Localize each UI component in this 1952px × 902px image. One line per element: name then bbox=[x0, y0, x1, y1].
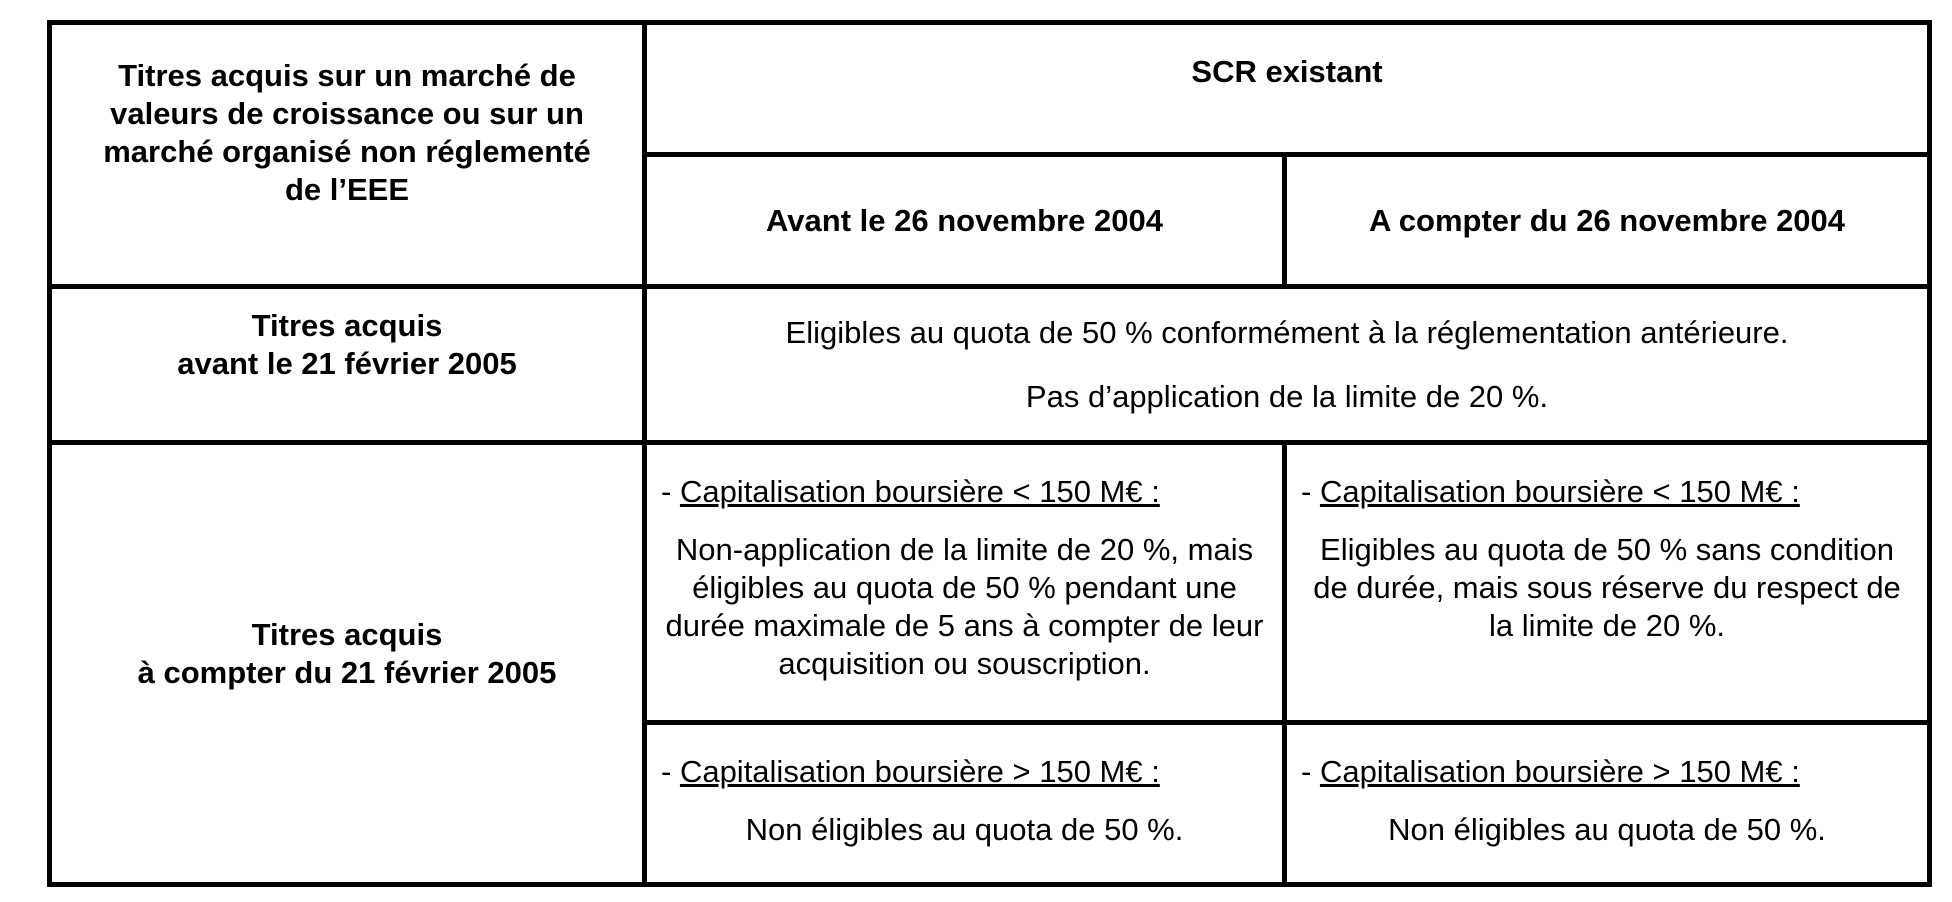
corner-header-cell bbox=[50, 23, 645, 287]
corner-header-label: Titres acquis sur un marché de valeurs de croissance ou sur un marché organisé non réglementé de l’EEE bbox=[103, 57, 591, 207]
scr-existant-header bbox=[645, 23, 1930, 155]
small-cap-after-heading bbox=[1301, 473, 1927, 511]
small-cap-after-cell bbox=[1285, 443, 1930, 723]
col-header-after-label: A compter du 26 novembre 2004 bbox=[1368, 202, 1846, 238]
row-header-line2: avant le 21 février 2005 bbox=[177, 345, 517, 381]
small-cap-after-text: Eligibles au quota de 50 % sans condition de durée, mais sous réserve du respect de la limite de 20 %. bbox=[1313, 532, 1901, 643]
large-cap-after-text: Non éligibles au quota de 50 %. bbox=[1388, 812, 1826, 847]
row1-text-line1: Eligibles au quota de 50 % conformément à la réglementation antérieure. bbox=[785, 314, 1789, 350]
small-cap-heading-text: Capitalisation boursière < 150 M€ : bbox=[1319, 474, 1800, 509]
scr-existant-label: SCR existant bbox=[1191, 54, 1383, 89]
col-header-after bbox=[1285, 155, 1930, 287]
row-header-line1: Titres acquis bbox=[251, 307, 443, 343]
large-cap-heading-text: Capitalisation boursière > 150 M€ : bbox=[1319, 754, 1800, 789]
bullet-dash: - bbox=[1301, 754, 1320, 789]
row1-text-line2: Pas d’application de la limite de 20 %. bbox=[1025, 378, 1549, 414]
row-header-from-2005 bbox=[50, 443, 645, 885]
bullet-dash: - bbox=[661, 754, 680, 789]
large-cap-after-heading bbox=[1301, 753, 1927, 791]
col-header-before-label: Avant le 26 novembre 2004 bbox=[766, 202, 1163, 238]
large-cap-after-cell bbox=[1285, 723, 1930, 885]
small-cap-heading-text: Capitalisation boursière < 150 M€ : bbox=[679, 474, 1160, 509]
large-cap-before-cell bbox=[645, 723, 1285, 885]
bullet-dash: - bbox=[1301, 474, 1320, 509]
row1-merged-cell bbox=[645, 287, 1930, 443]
row-header-before-2005 bbox=[50, 287, 645, 443]
row-header-line2: à compter du 21 février 2005 bbox=[137, 654, 557, 690]
col-header-before bbox=[645, 155, 1285, 287]
large-cap-heading-text: Capitalisation boursière > 150 M€ : bbox=[679, 754, 1160, 789]
small-cap-before-cell bbox=[645, 443, 1285, 723]
large-cap-before-heading bbox=[661, 753, 1282, 791]
bullet-dash: - bbox=[661, 474, 680, 509]
scr-eligibility-table bbox=[47, 20, 1932, 887]
large-cap-before-text: Non éligibles au quota de 50 %. bbox=[745, 812, 1184, 847]
small-cap-before-heading bbox=[661, 473, 1282, 511]
small-cap-before-text: Non-application de la limite de 20 %, mais éligibles au quota de 50 % pendant une durée maximale de 5 ans à compter de leur acquisition ou souscription. bbox=[665, 532, 1264, 681]
row-header-line1: Titres acquis bbox=[251, 616, 443, 652]
